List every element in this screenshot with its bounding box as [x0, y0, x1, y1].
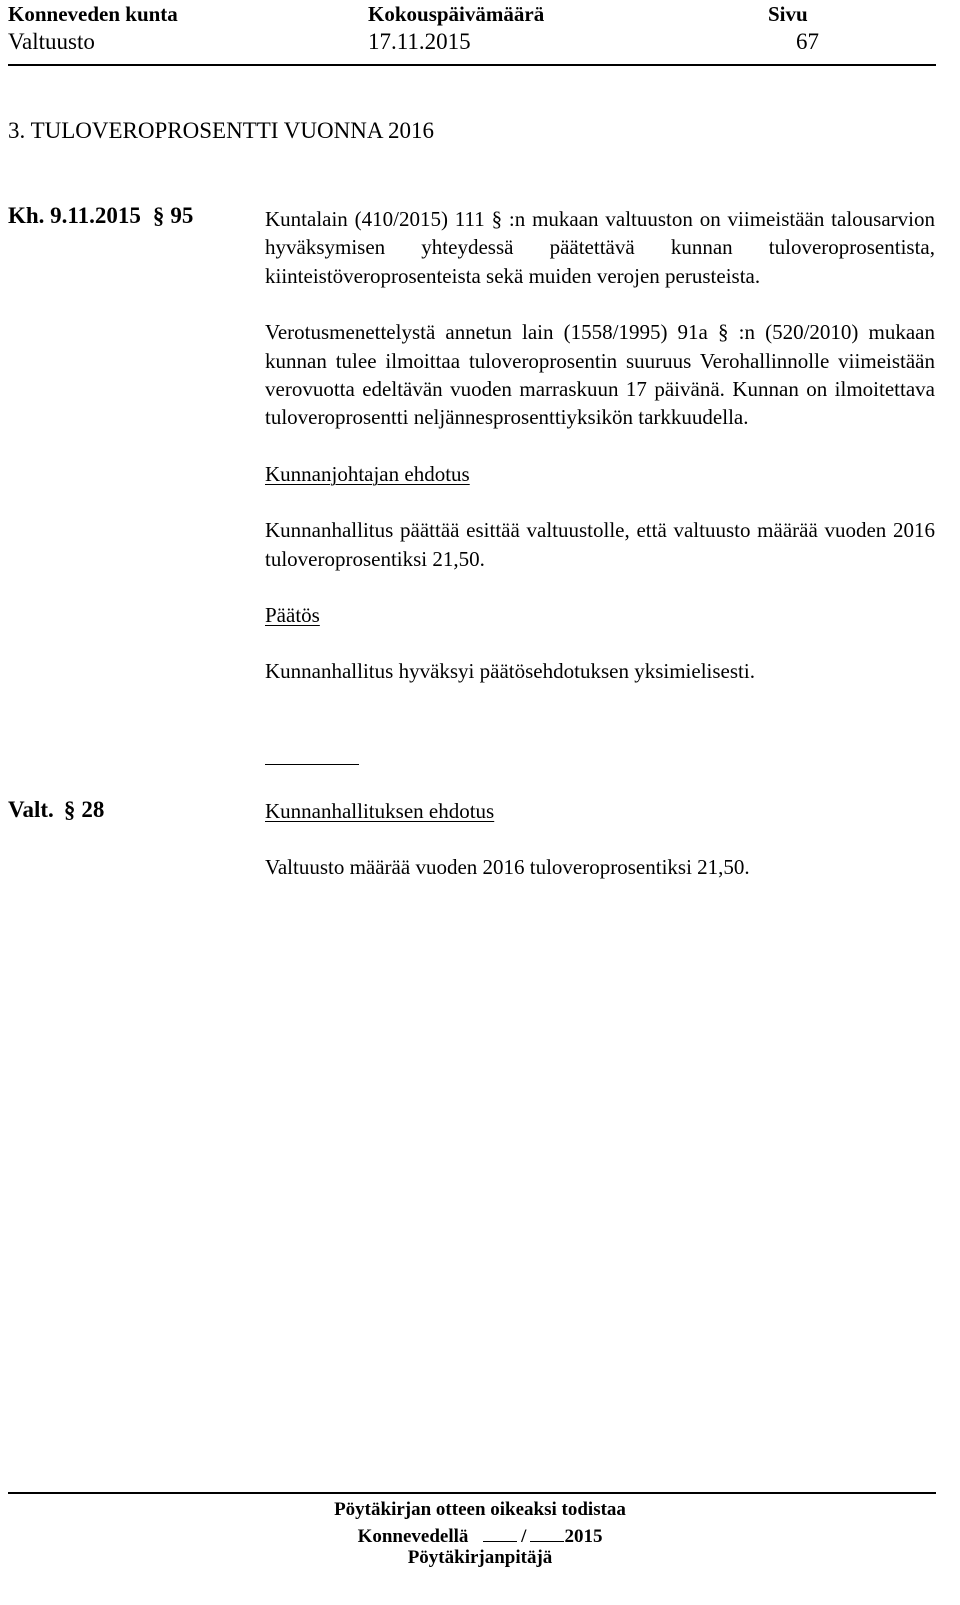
meeting-date-label: Kokouspäivämäärä	[368, 2, 545, 26]
header-rule	[8, 64, 936, 66]
municipality-name: Konneveden kunta	[8, 2, 178, 26]
valt-section-sign: §	[63, 797, 76, 822]
kh-decision-heading: Päätös	[265, 603, 320, 628]
footer-rule	[8, 1492, 936, 1494]
certification-line: Pöytäkirjan otteen oikeaksi todistaa	[334, 1499, 626, 1520]
page-label: Sivu	[768, 2, 808, 26]
certification-place: Konnevedellä	[357, 1526, 469, 1547]
minutes-keeper-label: Pöytäkirjanpitäjä	[407, 1547, 553, 1568]
certification-place-date	[0, 1523, 960, 1548]
kh-decision-text: Kunnanhallitus hyväksyi päätösehdotuksen yksimielisesti.	[265, 659, 755, 684]
valt-proposal-heading: Kunnanhallituksen ehdotus	[265, 799, 495, 823]
month-blank	[530, 1523, 564, 1542]
kh-reference	[8, 203, 193, 229]
body-name: Valtuusto	[8, 29, 95, 54]
kh-ref-date: Kh. 9.11.2015	[8, 203, 141, 228]
kh-proposal-heading: Kunnanjohtajan ehdotus	[265, 461, 470, 486]
kh-paragraph-2: Verotusmenettelystä annetun lain (1558/1995) 91a § :n (520/2010) mukaan kunnan tulee ilmoittaa tuloveroprosentin suuruus Verohallinnolle viimeistään verovuotta edeltävän vuoden marraskuun 17 päivänä. Kunnan on ilmoitettava tuloveroprosentti neljännesprosenttiyksikön tarkkuudella.	[265, 320, 935, 430]
meeting-date: 17.11.2015	[368, 29, 471, 54]
kh-section-sign: §	[152, 203, 165, 228]
section-separator	[265, 764, 359, 765]
kh-proposal-text: Kunnanhallitus päättää esittää valtuustolle, että valtuusto määrää vuoden 2016 tuloveroprosentiksi 21,50.	[265, 518, 935, 571]
valt-proposal-text: Valtuusto määrää vuoden 2016 tuloveroprosentiksi 21,50.	[265, 855, 750, 880]
kh-paragraph-1: Kuntalain (410/2015) 111 § :n mukaan valtuuston on viimeistään talousarvion hyväksymisen yhteydessä päätettävä kunnan tuloveroprosentista, kiinteistöveroprosenteista sekä muiden verojen perusteista.	[265, 207, 935, 288]
section-title: 3. TULOVEROPROSENTTI VUONNA 2016	[8, 118, 434, 143]
page-number: 67	[796, 29, 819, 54]
valt-body	[265, 797, 935, 882]
kh-body	[265, 205, 935, 686]
kh-section-number: 95	[170, 203, 194, 228]
valt-reference	[8, 797, 104, 823]
day-blank	[483, 1523, 517, 1542]
valt-section-number: 28	[81, 797, 105, 822]
certification-year: 2015	[564, 1526, 603, 1547]
valt-ref-label: Valt.	[8, 797, 54, 822]
date-slash: /	[521, 1526, 527, 1547]
